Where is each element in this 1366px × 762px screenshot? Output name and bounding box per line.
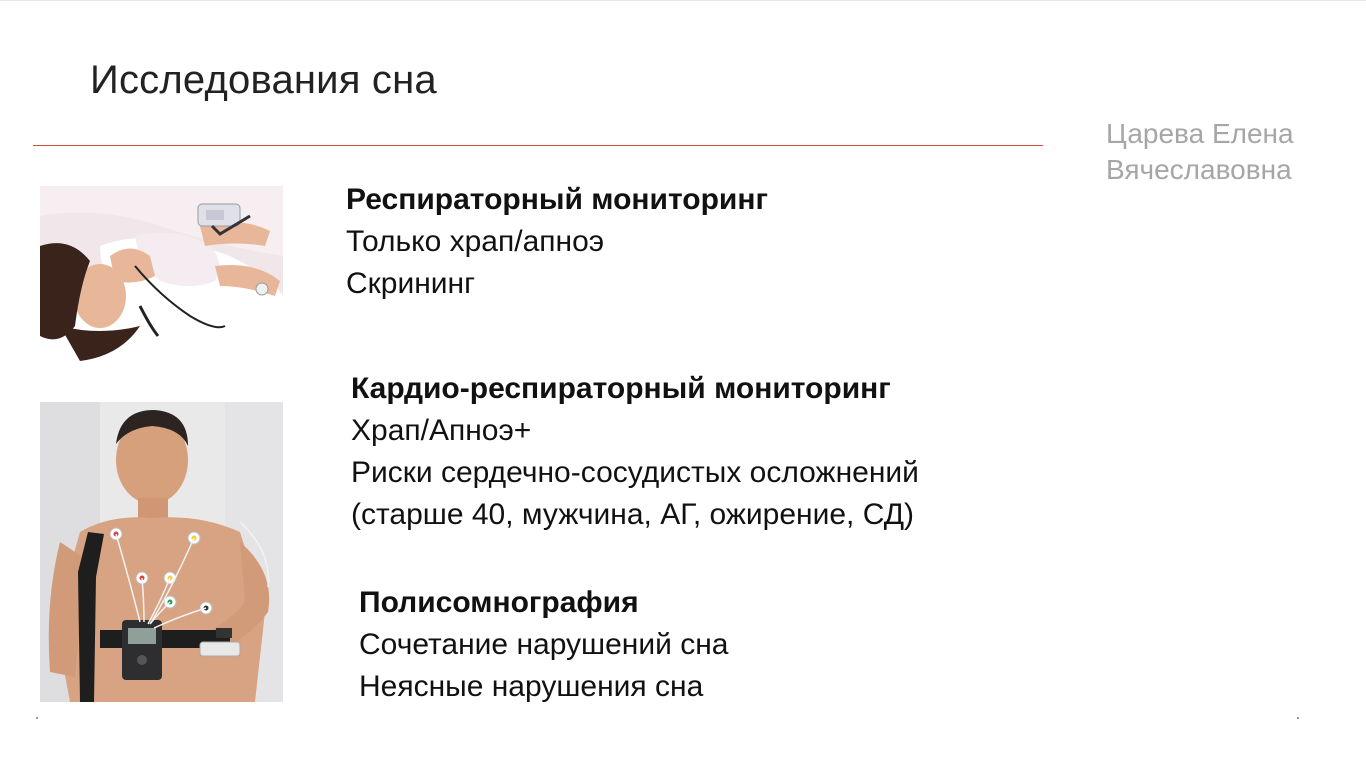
author-name: [1106, 116, 1294, 188]
photo-monitored-patient: [40, 402, 283, 702]
section-polysomnography: [359, 582, 728, 708]
section-line: Только храп/апноэ: [346, 225, 605, 258]
author-name-line-1: Царева Елена: [1106, 118, 1294, 149]
section-heading: Полисомнография: [359, 586, 639, 619]
slide-top-border: [0, 0, 1366, 1]
section-line: Скрининг: [346, 267, 476, 300]
section-line: Неясные нарушения сна: [359, 670, 704, 703]
corner-mark: [1297, 717, 1299, 719]
section-heading: Кардио-респираторный мониторинг: [351, 372, 891, 405]
section-line: Риски сердечно-сосудистых осложнений: [351, 456, 919, 489]
photo-sleeping-patient: [40, 186, 283, 367]
section-line: (старше 40, мужчина, АГ, ожирение, СД): [351, 498, 915, 531]
title-divider: [33, 145, 1043, 146]
slide-title: Исследования сна: [90, 58, 437, 102]
section-heading: Респираторный мониторинг: [346, 183, 768, 216]
author-name-line-2: Вячеславовна: [1106, 154, 1292, 185]
section-cardio-respiratory-monitoring: [351, 368, 919, 536]
corner-mark: [36, 717, 38, 719]
section-line: Сочетание нарушений сна: [359, 628, 729, 661]
section-line: Храп/Апноэ+: [351, 414, 532, 447]
section-respiratory-monitoring: [346, 179, 768, 305]
